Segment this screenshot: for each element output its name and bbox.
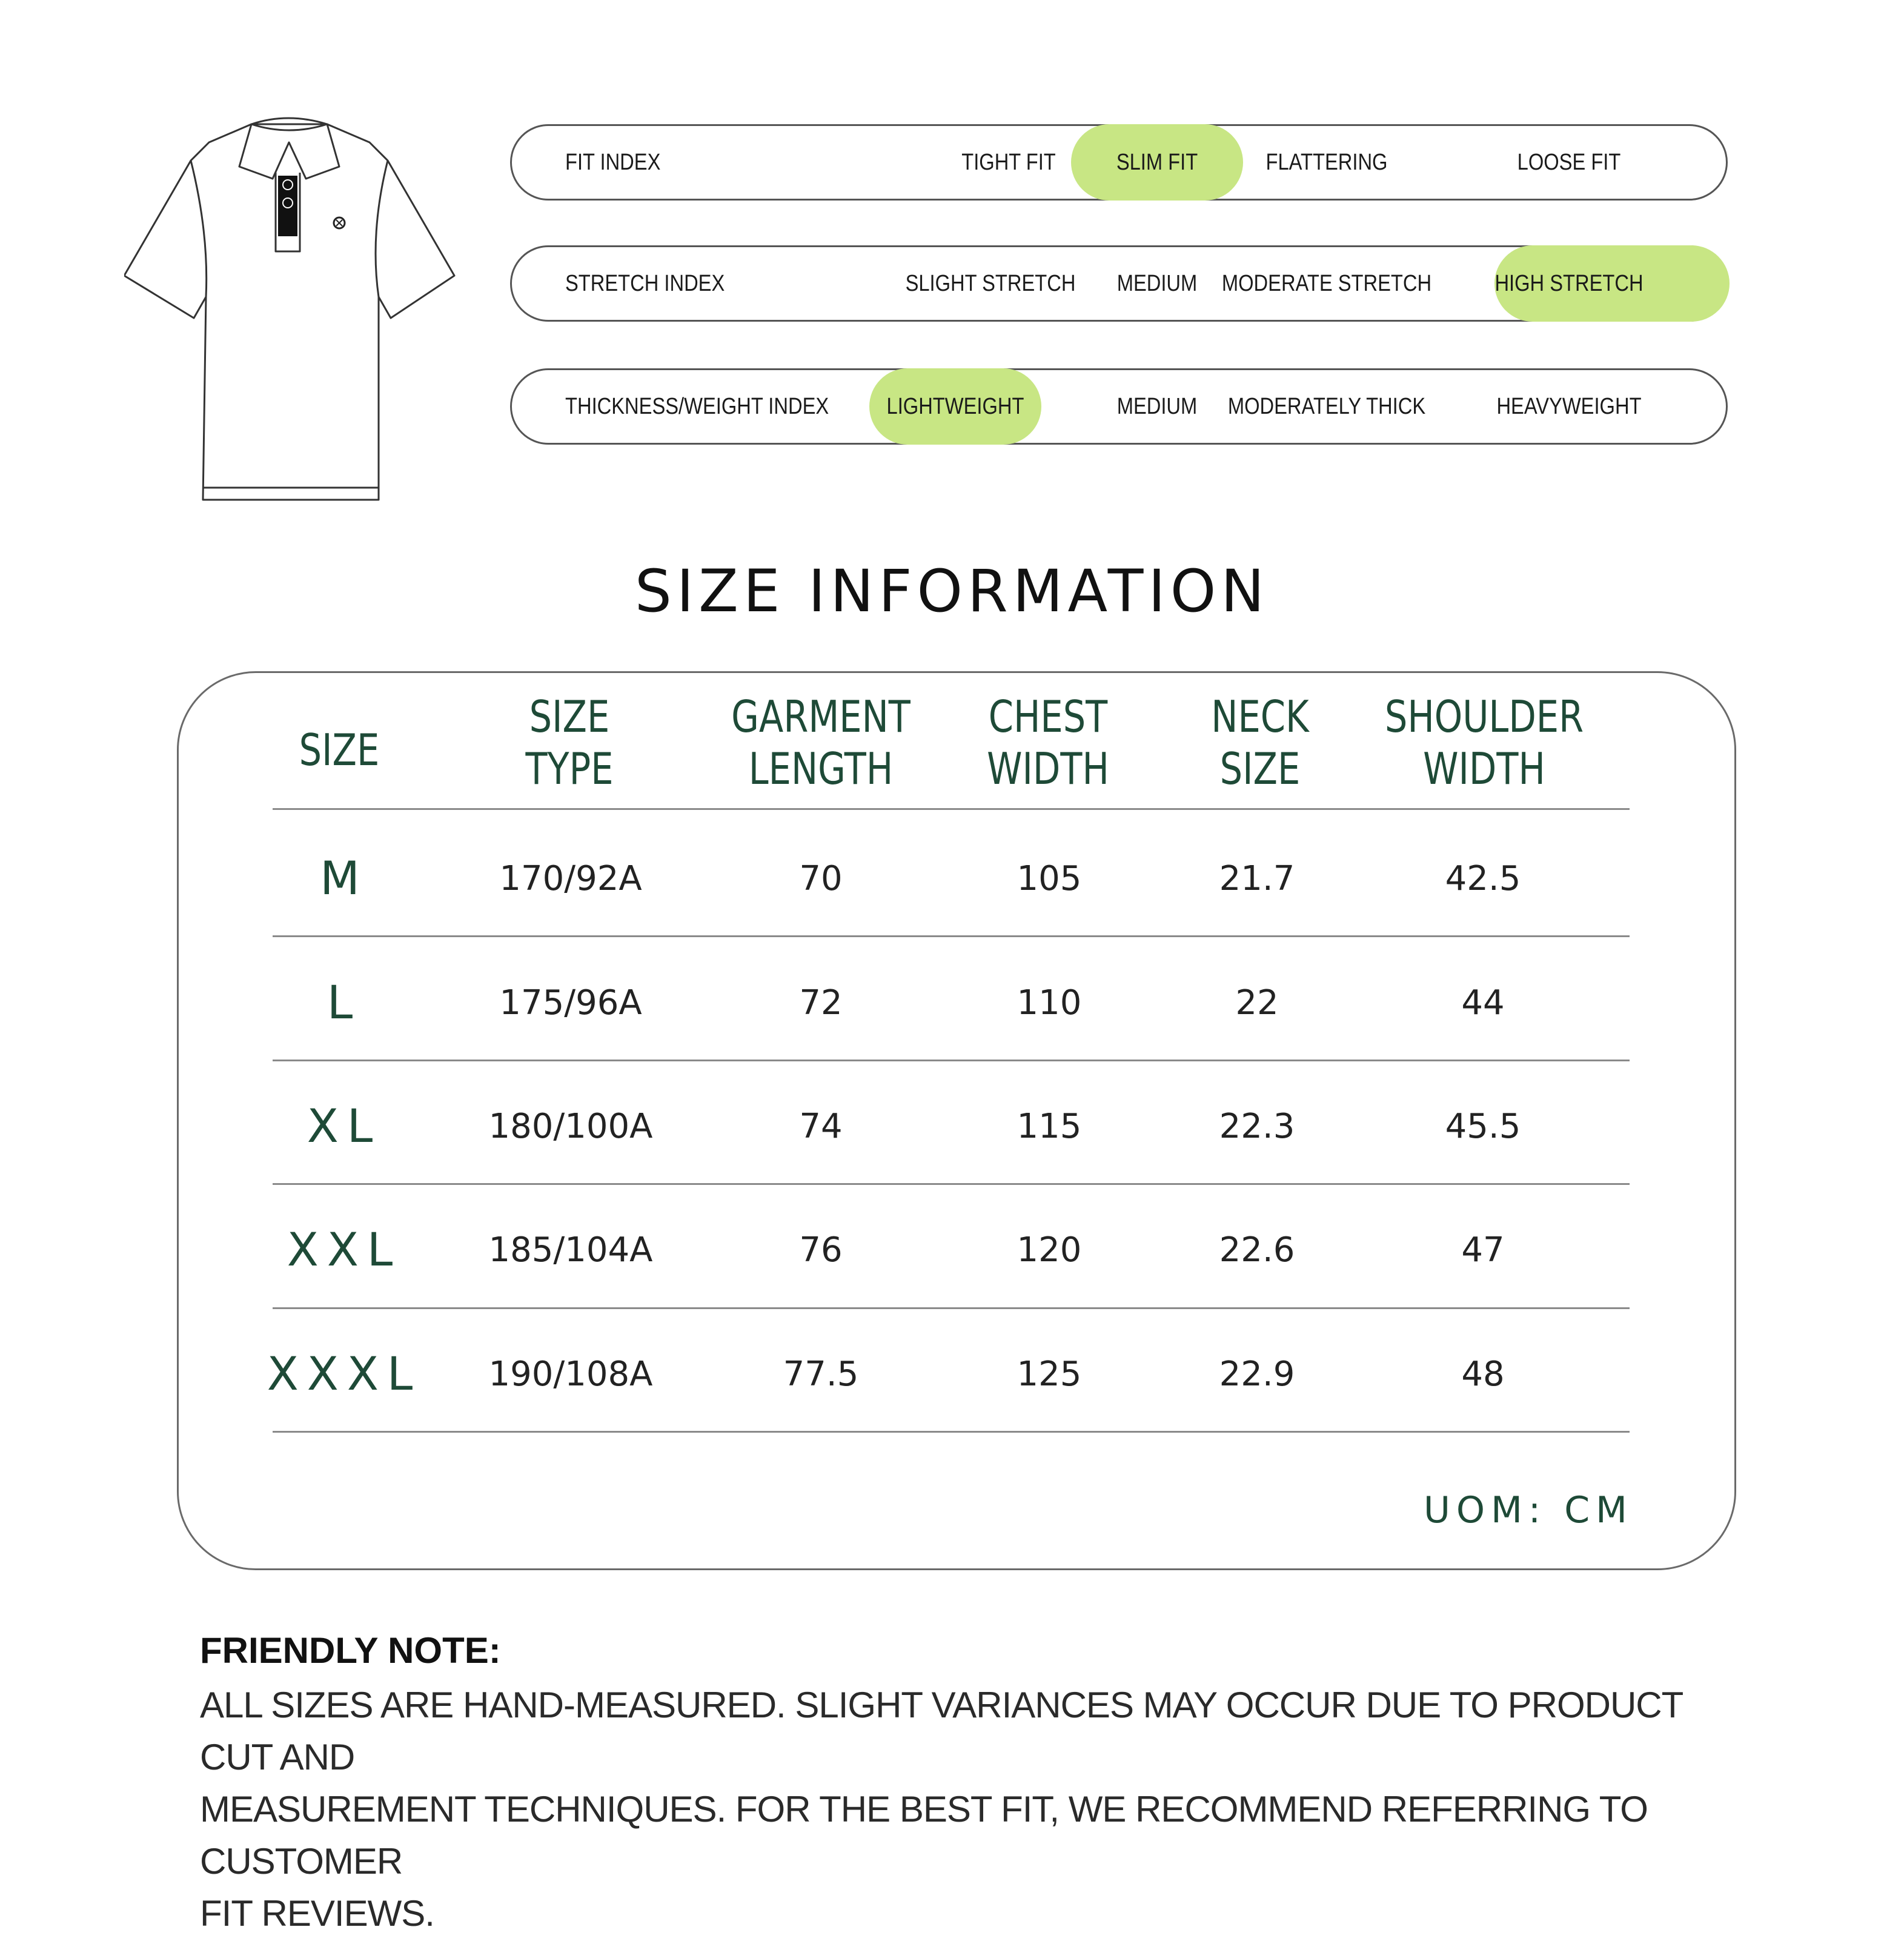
size-cell: XXXL [267, 1347, 422, 1401]
shoulder-width-cell: 48 [1461, 1355, 1505, 1394]
chest-width-cell: 125 [1017, 1355, 1082, 1394]
shoulder-width-cell: 42.5 [1445, 859, 1521, 898]
header-size [274, 724, 403, 776]
header-garment-length [704, 691, 937, 795]
size-cell: M [320, 851, 368, 905]
size-cell: XXL [287, 1222, 402, 1276]
header-size-type-line2: TYPE [525, 743, 614, 794]
row-divider [273, 1307, 1630, 1309]
garment-length-cell: 70 [799, 859, 843, 898]
garment-length-cell: 77.5 [783, 1355, 859, 1394]
shoulder-width-cell: 45.5 [1445, 1107, 1521, 1146]
header-chest-width-line1: CHEST [988, 691, 1108, 742]
header-shoulder-width-line2: WIDTH [1423, 743, 1545, 794]
thickness-index-label: THICKNESS/WEIGHT INDEX [565, 394, 829, 419]
stretch-index-row [510, 245, 1728, 322]
garment-length-cell: 76 [799, 1230, 843, 1270]
size-cell: L [327, 975, 362, 1029]
neck-size-cell: 22 [1235, 983, 1279, 1023]
size-type-cell: 180/100A [488, 1107, 653, 1146]
row-divider [273, 935, 1630, 937]
header-size-type-line1: SIZE [529, 691, 610, 742]
header-shoulder-width [1360, 691, 1608, 795]
neck-size-cell: 22.9 [1219, 1355, 1295, 1394]
row-divider [273, 1060, 1630, 1061]
size-type-cell: 170/92A [499, 859, 642, 898]
fit-index-label: FIT INDEX [565, 150, 661, 175]
shoulder-width-cell: 44 [1461, 983, 1505, 1023]
header-divider [273, 808, 1630, 810]
fit-option-tight: TIGHT FIT [961, 150, 1056, 175]
header-garment-length-line1: GARMENT [731, 691, 911, 742]
stretch-option-moderate: MODERATE STRETCH [1221, 271, 1432, 296]
polo-shirt-icon [124, 112, 463, 512]
neck-size-cell: 21.7 [1219, 859, 1295, 898]
thickness-index-row [510, 368, 1728, 445]
stretch-option-high: HIGH STRETCH [1494, 271, 1644, 296]
header-neck-size-line1: NECK [1211, 691, 1309, 742]
stretch-option-medium: MEDIUM [1116, 271, 1198, 296]
stretch-option-slight: SLIGHT STRETCH [905, 271, 1076, 296]
thickness-option-lightweight: LIGHTWEIGHT [886, 394, 1024, 419]
fit-index-row [510, 124, 1728, 201]
stretch-index-label: STRETCH INDEX [565, 271, 725, 296]
row-divider [273, 1431, 1630, 1433]
size-cell: XL [307, 1099, 382, 1153]
chest-width-cell: 105 [1017, 859, 1082, 898]
neck-size-cell: 22.3 [1219, 1107, 1295, 1146]
note-line: MEASUREMENT TECHNIQUES. FOR THE BEST FIT, WE RECOMMEND REFERRING TO CUSTOMER [200, 1789, 1648, 1882]
chest-width-cell: 110 [1017, 983, 1082, 1023]
note-title: FRIENDLY NOTE: [200, 1630, 501, 1671]
garment-length-cell: 72 [799, 983, 843, 1023]
unit-of-measure: UOM: CM [1424, 1489, 1633, 1531]
thickness-option-heavyweight: HEAVYWEIGHT [1496, 394, 1642, 419]
neck-size-cell: 22.6 [1219, 1230, 1295, 1270]
header-size-line1: SIZE [299, 725, 380, 775]
fit-option-loose: LOOSE FIT [1517, 150, 1621, 175]
header-garment-length-line2: LENGTH [748, 743, 894, 794]
header-shoulder-width-line1: SHOULDER [1384, 691, 1584, 742]
size-type-cell: 175/96A [499, 983, 642, 1023]
chest-width-cell: 120 [1017, 1230, 1082, 1270]
header-neck-size [1161, 691, 1359, 795]
note-line: FIT REVIEWS. [200, 1893, 434, 1934]
thickness-option-moderately-thick: MODERATELY THICK [1227, 394, 1426, 419]
shoulder-width-cell: 47 [1461, 1230, 1505, 1270]
size-type-cell: 190/108A [488, 1355, 653, 1394]
row-divider [273, 1183, 1630, 1185]
note-line: ALL SIZES ARE HAND-MEASURED. SLIGHT VARIANCES MAY OCCUR DUE TO PRODUCT CUT AND [200, 1685, 1683, 1777]
chest-width-cell: 115 [1017, 1107, 1082, 1146]
size-type-cell: 185/104A [488, 1230, 653, 1270]
header-neck-size-line2: SIZE [1219, 743, 1301, 794]
fit-option-slim: SLIM FIT [1116, 150, 1198, 175]
garment-length-cell: 74 [799, 1107, 843, 1146]
note-body [200, 1679, 1751, 1940]
thickness-option-medium: MEDIUM [1116, 394, 1198, 419]
header-chest-width [949, 691, 1147, 795]
page-title: SIZE INFORMATION [634, 557, 1270, 625]
fit-option-flattering: FLATTERING [1265, 150, 1388, 175]
header-size-type [470, 691, 669, 795]
header-chest-width-line2: WIDTH [987, 743, 1109, 794]
